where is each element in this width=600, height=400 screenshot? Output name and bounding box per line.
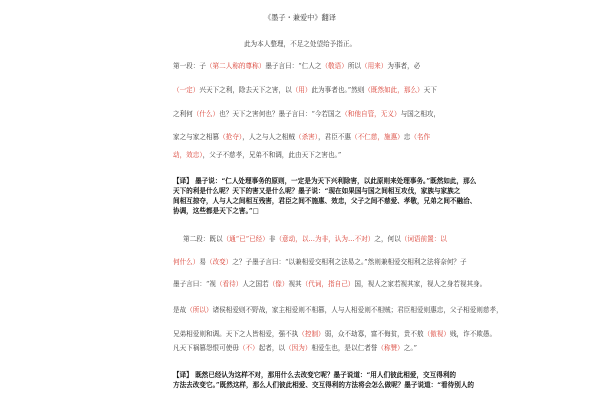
annotation-text: （抢夺）: [219, 133, 243, 141]
document-title: 《墨子・兼爱中》翻译: [264, 13, 336, 22]
translation1-line1: [173, 177, 476, 185]
body-text: 非: [268, 235, 276, 243]
translation1-line3: [173, 197, 476, 205]
body-text: 协调，这些都是天下之害。”□: [173, 207, 259, 215]
translation2-line2: [173, 381, 474, 389]
body-text: 国，视人之家若视其家，视人之身若视其身。: [354, 280, 487, 288]
annotation-text: 何什么）: [173, 258, 200, 266]
annotation-text: （意动，以…为非，认为…不对）: [275, 235, 375, 243]
body-text: 凡天下祸篡怨恨可使毋: [173, 344, 239, 352]
body-text: 之。”: [403, 344, 418, 352]
annotation-text: （不）: [238, 344, 259, 352]
translation2-line1: [173, 371, 456, 379]
body-text: 之？子墨子言曰：“以兼相爱交相利之法易之。”然则兼相爱交相利之法将奈何？子: [232, 258, 467, 266]
annotation-text: （杀害）: [294, 133, 319, 141]
body-text: 【译】 既然已经认为这样不对，那用什么去改变它呢？墨子说道：“用人们彼此相爱，交互得利的: [173, 371, 457, 379]
para2-line2: [173, 258, 467, 266]
annotation-text: （什么）: [192, 110, 220, 118]
annotation-text: （傲视）: [423, 330, 450, 338]
body-text: 兄弟相爱则和调。天下之人皆相爱，强不执: [173, 330, 299, 338]
body-text: ，君臣不惠: [318, 133, 352, 141]
body-text: 是故: [173, 306, 187, 314]
body-text: 也？天下之害何也？墨子言曰：“今若国之: [219, 110, 342, 118]
body-text: 相爱生也，是以仁者誉: [311, 344, 378, 352]
body-text: 易: [199, 258, 206, 266]
annotation-text: （一定）: [173, 86, 200, 94]
annotation-text: （改变）: [205, 258, 233, 266]
body-text: 第一段：子: [173, 62, 206, 70]
body-text: 所以: [347, 62, 361, 70]
annotation-text: （敬语）: [321, 62, 348, 70]
body-text: 天下: [423, 86, 437, 94]
annotation-text: （称赞）: [377, 344, 404, 352]
body-text: 【译】 墨子说：“仁人处理事务的原则，一定是为天下兴利除害，以此原则来处理事务。”既然如此，那么: [173, 177, 477, 185]
para1-line2: [173, 86, 437, 94]
annotation-text: 动，效忠）: [173, 151, 203, 159]
body-text: 起者，以: [258, 344, 286, 352]
body-text: 间相互掠夺，人与人之间相互残害，君臣之间不施惠、效忠，父子之间不慈爱、孝敬，兄弟之间不融洽、: [173, 197, 477, 205]
para2-line6: [173, 344, 417, 352]
para1-line5: [173, 151, 341, 159]
body-text: ，父子不慈孝，兄弟不和调，此由天下之害也。”: [202, 151, 342, 159]
body-text: 家之与家之相篡: [173, 133, 220, 141]
body-text: 贱，诈不欺愚。: [449, 330, 497, 338]
body-text: 人之国若: [242, 280, 269, 288]
para1-line1: [173, 62, 420, 70]
annotation-text: （通“已”已经）: [222, 235, 269, 243]
body-text: 忠: [403, 133, 411, 141]
annotation-text: （用来）: [361, 62, 388, 70]
body-text: 第二段：既以: [183, 235, 223, 243]
body-text: 墨子言曰：“仁人之: [265, 62, 322, 70]
annotation-text: （不仁慈，施惠）: [351, 133, 404, 141]
body-text: 方法去改变它。”既然这样，那么人们彼此相爱、交互得利的方法将会怎么做呢？墨子说道：“看待别人的: [173, 381, 475, 389]
annotation-text: （看待）: [215, 280, 243, 288]
para1-line3: [173, 110, 440, 118]
annotation-text: （用）: [291, 86, 312, 94]
body-text: 兴天下之利，除去天下之害，以: [199, 86, 292, 94]
annotation-text: （像）: [268, 280, 289, 288]
translation1-line4: [173, 207, 259, 215]
annotation-text: （因为）: [285, 344, 312, 352]
body-text: 视其: [288, 280, 302, 288]
para1-line4: [173, 133, 430, 141]
para2-line5: [173, 330, 496, 338]
body-text: ，人之与人之相贼: [242, 133, 295, 141]
body-text: 天下的利是什么呢？天下的害又是什么呢？墨子说：“现在如果国与国之间相互攻伐，家族与家族之: [173, 187, 461, 195]
annotation-text: （既然如此，那么）: [364, 86, 424, 94]
annotation-text: （词语前置：以: [400, 235, 447, 243]
annotation-text: （代词，指自己）: [301, 280, 355, 288]
annotation-text: （第二人称的尊称）: [205, 62, 266, 70]
body-text: 此为事者也。”然则: [311, 86, 365, 94]
author-note: 此为本人整理，不足之处望给予指正。: [243, 40, 357, 48]
annotation-text: （和他自管，无义）: [341, 110, 401, 118]
para2-line4: [173, 306, 503, 314]
annotation-text: （所以）: [186, 306, 213, 314]
para2-line3: [173, 280, 486, 288]
body-text: 诸侯相爱则不野战，家主相爱则不相篡，人与人相爱则不相贼；君臣相爱则惠忠，父子相爱则慈孝，: [212, 306, 503, 314]
body-text: 与国之相攻，: [400, 110, 441, 118]
body-text: 之利何: [173, 110, 193, 118]
annotation-text: （控制）: [298, 330, 325, 338]
body-text: 之，何以: [374, 235, 401, 243]
annotation-text: （名作: [410, 133, 431, 141]
para2-line1: [183, 235, 447, 243]
body-text: 墨子言曰：“视: [173, 280, 216, 288]
body-text: 为事者，必: [387, 62, 421, 70]
translation1-line2: [173, 187, 460, 195]
body-text: 弱，众不劫寡，富不侮贫，贵不敖: [324, 330, 424, 338]
